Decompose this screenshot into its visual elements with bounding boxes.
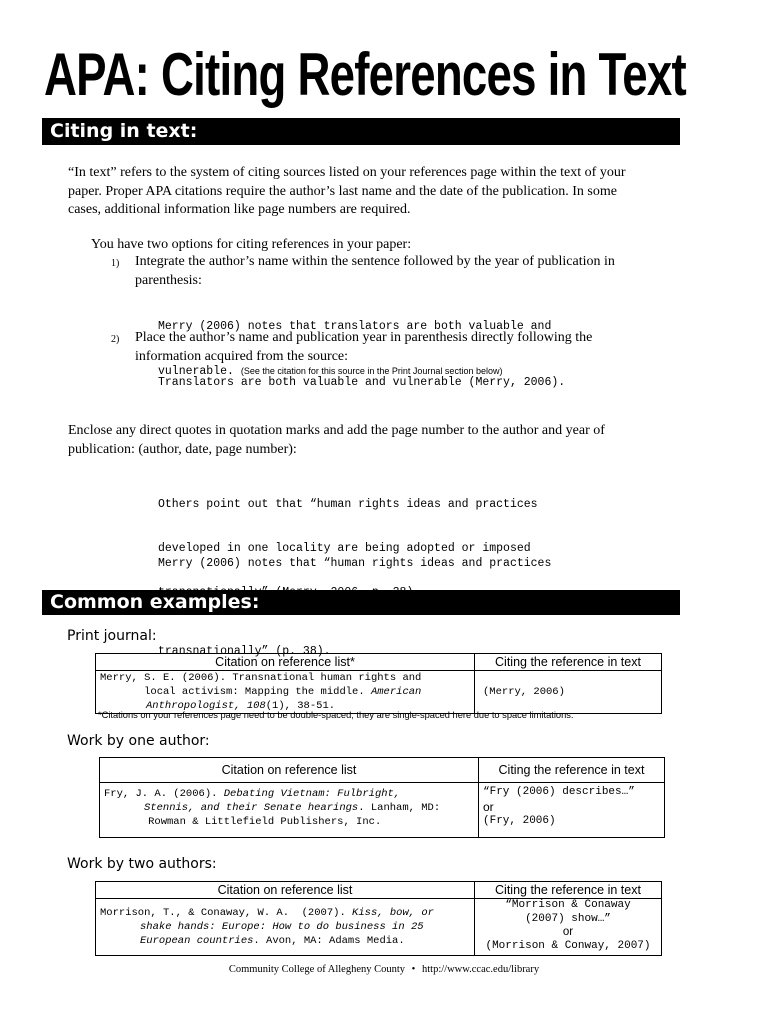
option-number: 2)	[111, 334, 120, 345]
footer-url[interactable]: http://www.ccac.edu/library	[421, 964, 540, 975]
citation-line: shake hands: Europe: How to do business in 25	[140, 921, 424, 933]
citation-text: local activism: Mapping the middle.	[100, 686, 371, 698]
example-text: vulnerable.	[158, 364, 234, 378]
citation-line: Rowman & Littlefield Publishers, Inc.	[104, 816, 382, 828]
intro-line: paper. Proper APA citations require the author’s last name and the date of the publication. In some	[68, 183, 617, 199]
example-line: Merry (2006) notes that translators are both valuable and	[158, 320, 552, 334]
in-text-citation: (Merry, 2006)	[483, 686, 565, 698]
citation-cell	[96, 671, 475, 714]
section-header-citing-in-text: Citing in text:	[42, 118, 680, 145]
citation-book-title: European countries	[140, 935, 254, 947]
footer-org: Community College of Allegheny County	[228, 964, 406, 975]
citation-line	[104, 787, 474, 801]
citation-book-title: Stennis, and their Senate hearings	[144, 802, 359, 814]
column-header: Citing the reference in text	[475, 654, 662, 671]
in-text-citation: (Morrison & Conway, 2007)	[485, 939, 651, 952]
in-text-cell	[479, 783, 665, 838]
footer	[0, 964, 768, 975]
one-author-heading: Work by one author:	[67, 733, 210, 749]
citation-journal: Anthropologist, 108	[146, 700, 266, 712]
option-1-line: Integrate the author’s name within the sentence followed by the year of publication in	[135, 254, 615, 269]
section-header-common-examples: Common examples:	[42, 590, 680, 615]
in-text-citation: (Fry, 2006)	[483, 815, 556, 827]
or-label: or	[483, 800, 494, 814]
quotes-line: publication: (author, date, page number):	[68, 441, 297, 457]
option-1-text	[135, 253, 615, 290]
two-authors-table	[95, 881, 662, 956]
option-2-line: Place the author’s name and publication year in parenthesis directly following the	[135, 330, 593, 345]
column-header: Citation on reference list*	[96, 654, 475, 671]
citation-text: . Avon, MA: Adams Media.	[253, 935, 405, 947]
option-2-example: Translators are both valuable and vulnerable (Merry, 2006).	[158, 376, 566, 389]
print-journal-heading: Print journal:	[67, 628, 157, 644]
one-author-table	[99, 757, 665, 838]
column-header: Citation on reference list	[100, 758, 479, 783]
option-number: 1)	[111, 258, 120, 269]
footnote: *Citations on your references page need to be double-spaced; they are single-spaced here due to space limitations.	[98, 710, 574, 720]
citation-journal: American	[370, 686, 422, 698]
citation-book-title: Kiss, bow, or	[352, 907, 434, 919]
or-label: or	[562, 926, 574, 938]
example-line: Others point out that “human rights ideas and practices	[158, 498, 538, 512]
column-header: Citing the reference in text	[475, 882, 662, 899]
in-text-citation: “Morrison & Conaway	[505, 899, 631, 911]
footer-separator: •	[411, 964, 416, 975]
column-header: Citation on reference list	[96, 882, 475, 899]
option-2-line: information acquired from the source:	[135, 348, 349, 364]
example-line: developed in one locality are being adopted or imposed	[158, 541, 531, 555]
citation-line	[100, 934, 470, 948]
quotes-paragraph	[68, 422, 605, 459]
citation-line	[100, 685, 470, 699]
quotes-line: Enclose any direct quotes in quotation marks and add the page number to the author and year of	[68, 423, 605, 438]
example-note: (See the citation for this source in the Print Journal section below)	[240, 365, 503, 376]
example-line: Merry (2006) notes that “human rights ideas and practices	[158, 557, 552, 571]
print-journal-table	[95, 653, 662, 714]
citation-line	[104, 801, 474, 815]
intro-paragraph	[68, 164, 708, 220]
in-text-cell	[475, 671, 662, 714]
in-text-cell	[475, 899, 662, 956]
in-text-citation: “Fry (2006) describes…”	[483, 786, 635, 798]
page-title: APA: Citing References in Text	[44, 41, 686, 108]
citation-text: . Lanham, MD:	[358, 802, 441, 814]
citation-text: Morrison, T., & Conaway, W. A. (2007).	[100, 907, 353, 919]
column-header: Citing the reference in text	[479, 758, 665, 783]
citation-line: Merry, S. E. (2006). Transnational human rights and	[100, 672, 422, 684]
citation-line	[100, 906, 470, 920]
option-2-text	[135, 329, 592, 366]
citation-text: Fry, J. A. (2006).	[104, 788, 224, 800]
option-1-line: parenthesis:	[135, 272, 202, 288]
options-lead: You have two options for citing references in your paper:	[91, 237, 412, 252]
citation-book-title: Debating Vietnam: Fulbright,	[223, 788, 401, 800]
intro-line: “In text” refers to the system of citing sources listed on your references page within the text of your	[68, 165, 626, 180]
example-line: transnationally” (p. 38).	[158, 644, 331, 658]
citation-text: (1), 38-51.	[265, 700, 336, 712]
citation-cell	[100, 783, 479, 838]
citation-cell	[96, 899, 475, 956]
two-authors-heading: Work by two authors:	[67, 856, 217, 872]
intro-line: cases, additional information like page numbers are required.	[68, 202, 411, 217]
in-text-citation: (2007) show…”	[525, 912, 611, 925]
